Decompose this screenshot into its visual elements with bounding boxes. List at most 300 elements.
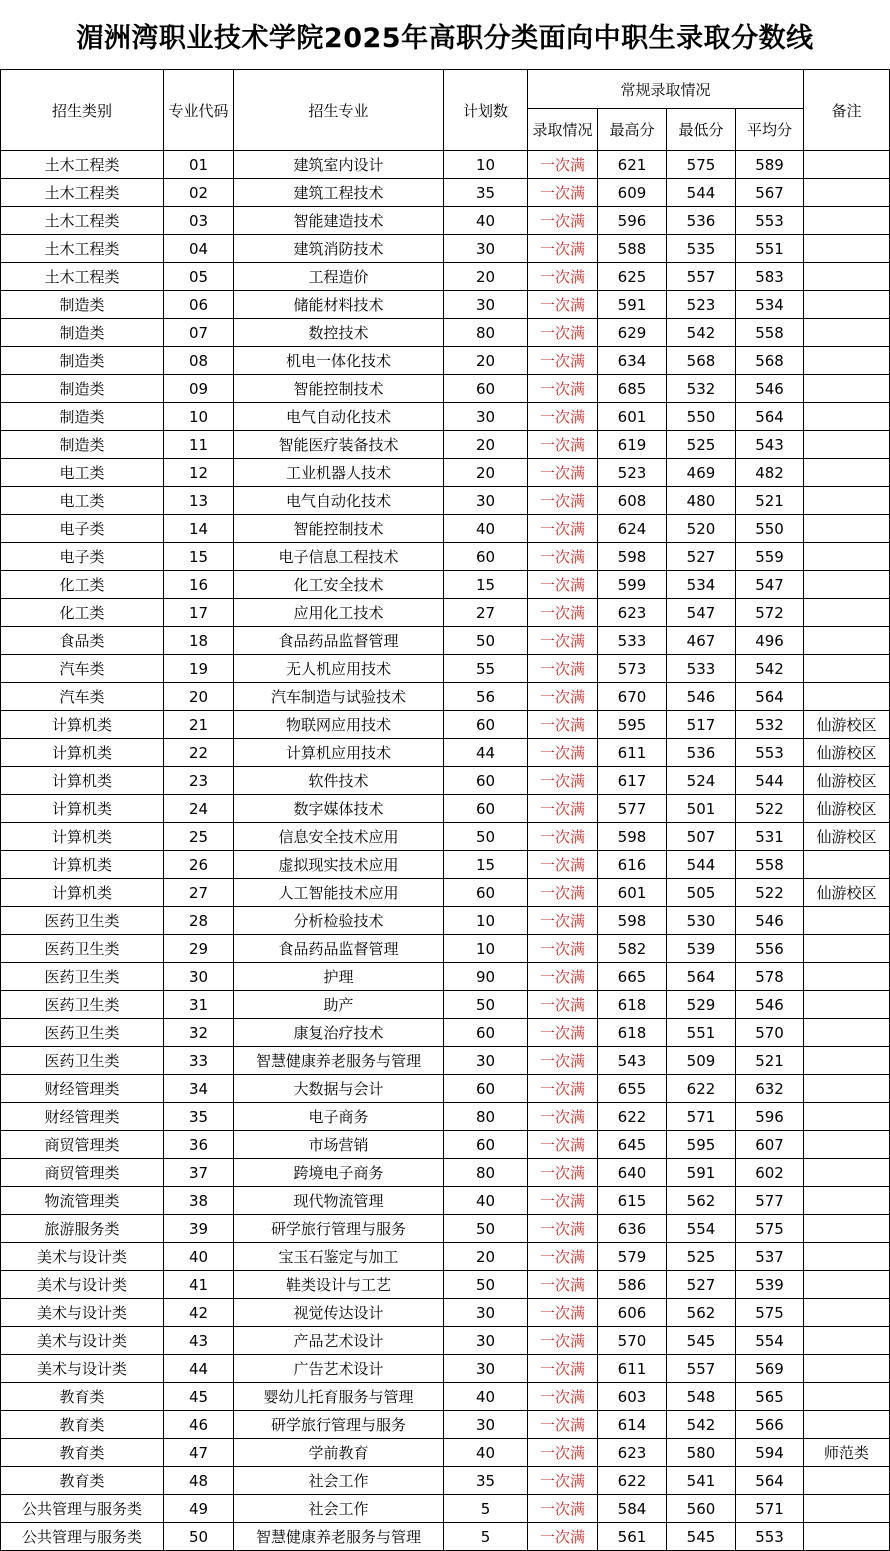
- cell-max-score: 577: [598, 795, 667, 823]
- cell-plan: 30: [444, 487, 528, 515]
- cell-note: [804, 1467, 890, 1495]
- cell-note: [804, 1495, 890, 1523]
- cell-note: 师范类: [804, 1439, 890, 1467]
- cell-code: 23: [164, 767, 234, 795]
- cell-plan: 5: [444, 1523, 528, 1551]
- cell-min-score: 545: [667, 1523, 736, 1551]
- cell-plan: 50: [444, 823, 528, 851]
- header-avg: 平均分: [736, 109, 804, 151]
- cell-code: 20: [164, 683, 234, 711]
- cell-plan: 30: [444, 291, 528, 319]
- table-row: [1, 1327, 890, 1355]
- cell-plan: 40: [444, 1383, 528, 1411]
- table-row: [1, 767, 890, 795]
- table-row: [1, 711, 890, 739]
- cell-major: 储能材料技术: [234, 291, 444, 319]
- cell-note: [804, 1187, 890, 1215]
- table-row: [1, 515, 890, 543]
- cell-category: 公共管理与服务类: [1, 1523, 164, 1551]
- cell-avg-score: 522: [736, 879, 804, 907]
- cell-min-score: 524: [667, 767, 736, 795]
- cell-status: 一次满: [528, 515, 598, 543]
- table-row: [1, 599, 890, 627]
- cell-note: 仙游校区: [804, 767, 890, 795]
- cell-category: 美术与设计类: [1, 1243, 164, 1271]
- cell-note: [804, 683, 890, 711]
- cell-plan: 55: [444, 655, 528, 683]
- header-max: 最高分: [598, 109, 667, 151]
- cell-category: 美术与设计类: [1, 1327, 164, 1355]
- cell-status: 一次满: [528, 571, 598, 599]
- cell-plan: 60: [444, 711, 528, 739]
- cell-code: 39: [164, 1215, 234, 1243]
- cell-plan: 50: [444, 1215, 528, 1243]
- cell-avg-score: 570: [736, 1019, 804, 1047]
- cell-avg-score: 521: [736, 487, 804, 515]
- cell-max-score: 614: [598, 1411, 667, 1439]
- cell-avg-score: 553: [736, 1523, 804, 1551]
- cell-major: 化工安全技术: [234, 571, 444, 599]
- cell-major: 虚拟现实技术应用: [234, 851, 444, 879]
- cell-min-score: 548: [667, 1383, 736, 1411]
- table-row: [1, 963, 890, 991]
- table-row: [1, 207, 890, 235]
- cell-category: 土木工程类: [1, 151, 164, 179]
- table-row: [1, 1187, 890, 1215]
- cell-min-score: 544: [667, 851, 736, 879]
- cell-max-score: 599: [598, 571, 667, 599]
- cell-min-score: 536: [667, 207, 736, 235]
- cell-min-score: 542: [667, 319, 736, 347]
- cell-category: 制造类: [1, 347, 164, 375]
- cell-status: 一次满: [528, 151, 598, 179]
- cell-min-score: 527: [667, 543, 736, 571]
- cell-max-score: 645: [598, 1131, 667, 1159]
- cell-code: 33: [164, 1047, 234, 1075]
- cell-avg-score: 607: [736, 1131, 804, 1159]
- cell-max-score: 543: [598, 1047, 667, 1075]
- cell-category: 旅游服务类: [1, 1215, 164, 1243]
- table-row: [1, 431, 890, 459]
- cell-plan: 30: [444, 235, 528, 263]
- table-row: [1, 935, 890, 963]
- cell-plan: 35: [444, 1467, 528, 1495]
- cell-status: 一次满: [528, 907, 598, 935]
- cell-major: 电气自动化技术: [234, 403, 444, 431]
- cell-note: [804, 347, 890, 375]
- cell-note: [804, 851, 890, 879]
- cell-code: 44: [164, 1355, 234, 1383]
- cell-plan: 30: [444, 403, 528, 431]
- table-row: [1, 487, 890, 515]
- cell-category: 制造类: [1, 291, 164, 319]
- cell-note: 仙游校区: [804, 739, 890, 767]
- cell-code: 19: [164, 655, 234, 683]
- cell-code: 48: [164, 1467, 234, 1495]
- cell-major: 社会工作: [234, 1495, 444, 1523]
- cell-plan: 10: [444, 907, 528, 935]
- header-plan: 计划数: [444, 70, 528, 151]
- cell-code: 47: [164, 1439, 234, 1467]
- cell-avg-score: 551: [736, 235, 804, 263]
- cell-plan: 20: [444, 263, 528, 291]
- cell-plan: 40: [444, 1439, 528, 1467]
- table-row: [1, 1103, 890, 1131]
- cell-category: 计算机类: [1, 851, 164, 879]
- cell-avg-score: 569: [736, 1355, 804, 1383]
- table-row: [1, 1495, 890, 1523]
- cell-major: 视觉传达设计: [234, 1299, 444, 1327]
- cell-code: 50: [164, 1523, 234, 1551]
- cell-min-score: 557: [667, 1355, 736, 1383]
- cell-min-score: 507: [667, 823, 736, 851]
- cell-avg-score: 564: [736, 1467, 804, 1495]
- table-row: [1, 1411, 890, 1439]
- cell-avg-score: 546: [736, 907, 804, 935]
- cell-min-score: 544: [667, 179, 736, 207]
- cell-status: 一次满: [528, 1299, 598, 1327]
- cell-category: 医药卫生类: [1, 963, 164, 991]
- cell-min-score: 595: [667, 1131, 736, 1159]
- cell-major: 大数据与会计: [234, 1075, 444, 1103]
- cell-plan: 60: [444, 1075, 528, 1103]
- cell-status: 一次满: [528, 319, 598, 347]
- cell-category: 医药卫生类: [1, 1019, 164, 1047]
- cell-avg-score: 578: [736, 963, 804, 991]
- cell-code: 22: [164, 739, 234, 767]
- cell-plan: 60: [444, 1019, 528, 1047]
- cell-code: 29: [164, 935, 234, 963]
- cell-note: [804, 151, 890, 179]
- cell-code: 11: [164, 431, 234, 459]
- cell-category: 电工类: [1, 459, 164, 487]
- table-row: [1, 1047, 890, 1075]
- cell-note: [804, 1355, 890, 1383]
- cell-category: 土木工程类: [1, 263, 164, 291]
- cell-status: 一次满: [528, 263, 598, 291]
- cell-note: [804, 1383, 890, 1411]
- cell-code: 40: [164, 1243, 234, 1271]
- cell-min-score: 530: [667, 907, 736, 935]
- cell-plan: 30: [444, 1047, 528, 1075]
- cell-major: 建筑室内设计: [234, 151, 444, 179]
- cell-category: 医药卫生类: [1, 907, 164, 935]
- cell-note: [804, 1215, 890, 1243]
- cell-code: 06: [164, 291, 234, 319]
- table-row: [1, 1215, 890, 1243]
- table-row: [1, 1159, 890, 1187]
- cell-note: [804, 627, 890, 655]
- cell-min-score: 525: [667, 1243, 736, 1271]
- cell-category: 美术与设计类: [1, 1299, 164, 1327]
- cell-major: 数字媒体技术: [234, 795, 444, 823]
- cell-code: 36: [164, 1131, 234, 1159]
- cell-note: [804, 515, 890, 543]
- cell-avg-score: 632: [736, 1075, 804, 1103]
- cell-category: 制造类: [1, 375, 164, 403]
- cell-avg-score: 522: [736, 795, 804, 823]
- cell-plan: 20: [444, 347, 528, 375]
- cell-status: 一次满: [528, 627, 598, 655]
- cell-major: 智能控制技术: [234, 515, 444, 543]
- cell-note: [804, 1075, 890, 1103]
- cell-status: 一次满: [528, 1439, 598, 1467]
- cell-plan: 27: [444, 599, 528, 627]
- cell-code: 49: [164, 1495, 234, 1523]
- cell-min-score: 580: [667, 1439, 736, 1467]
- cell-min-score: 562: [667, 1187, 736, 1215]
- cell-code: 41: [164, 1271, 234, 1299]
- cell-major: 智能建造技术: [234, 207, 444, 235]
- cell-code: 08: [164, 347, 234, 375]
- cell-code: 16: [164, 571, 234, 599]
- header-min: 最低分: [667, 109, 736, 151]
- table-row: [1, 739, 890, 767]
- cell-avg-score: 546: [736, 991, 804, 1019]
- cell-category: 计算机类: [1, 823, 164, 851]
- cell-category: 电工类: [1, 487, 164, 515]
- cell-note: [804, 1243, 890, 1271]
- cell-category: 财经管理类: [1, 1103, 164, 1131]
- cell-note: [804, 1131, 890, 1159]
- table-row: [1, 1439, 890, 1467]
- cell-note: [804, 319, 890, 347]
- cell-note: 仙游校区: [804, 795, 890, 823]
- cell-category: 商贸管理类: [1, 1131, 164, 1159]
- cell-max-score: 611: [598, 1355, 667, 1383]
- cell-status: 一次满: [528, 683, 598, 711]
- cell-min-score: 532: [667, 375, 736, 403]
- cell-status: 一次满: [528, 207, 598, 235]
- cell-min-score: 480: [667, 487, 736, 515]
- cell-max-score: 619: [598, 431, 667, 459]
- cell-status: 一次满: [528, 963, 598, 991]
- cell-max-score: 634: [598, 347, 667, 375]
- cell-max-score: 616: [598, 851, 667, 879]
- table-row: [1, 1383, 890, 1411]
- cell-status: 一次满: [528, 1271, 598, 1299]
- cell-plan: 44: [444, 739, 528, 767]
- cell-note: [804, 1411, 890, 1439]
- cell-code: 15: [164, 543, 234, 571]
- cell-code: 17: [164, 599, 234, 627]
- cell-status: 一次满: [528, 1047, 598, 1075]
- cell-category: 公共管理与服务类: [1, 1495, 164, 1523]
- cell-min-score: 550: [667, 403, 736, 431]
- cell-code: 45: [164, 1383, 234, 1411]
- cell-plan: 35: [444, 179, 528, 207]
- cell-code: 21: [164, 711, 234, 739]
- cell-note: [804, 459, 890, 487]
- cell-major: 智慧健康养老服务与管理: [234, 1047, 444, 1075]
- cell-avg-score: 554: [736, 1327, 804, 1355]
- cell-note: [804, 1159, 890, 1187]
- cell-min-score: 541: [667, 1467, 736, 1495]
- cell-category: 化工类: [1, 571, 164, 599]
- cell-avg-score: 575: [736, 1299, 804, 1327]
- cell-code: 38: [164, 1187, 234, 1215]
- cell-category: 计算机类: [1, 711, 164, 739]
- cell-category: 制造类: [1, 431, 164, 459]
- cell-note: [804, 487, 890, 515]
- cell-avg-score: 558: [736, 851, 804, 879]
- cell-avg-score: 566: [736, 1411, 804, 1439]
- cell-max-score: 584: [598, 1495, 667, 1523]
- cell-note: [804, 1271, 890, 1299]
- cell-plan: 10: [444, 935, 528, 963]
- cell-major: 机电一体化技术: [234, 347, 444, 375]
- cell-code: 13: [164, 487, 234, 515]
- cell-min-score: 533: [667, 655, 736, 683]
- cell-code: 03: [164, 207, 234, 235]
- cell-max-score: 629: [598, 319, 667, 347]
- cell-category: 制造类: [1, 319, 164, 347]
- cell-code: 04: [164, 235, 234, 263]
- cell-major: 产品艺术设计: [234, 1327, 444, 1355]
- cell-status: 一次满: [528, 599, 598, 627]
- cell-plan: 15: [444, 571, 528, 599]
- cell-min-score: 542: [667, 1411, 736, 1439]
- table-row: [1, 319, 890, 347]
- cell-major: 分析检验技术: [234, 907, 444, 935]
- cell-avg-score: 537: [736, 1243, 804, 1271]
- cell-min-score: 467: [667, 627, 736, 655]
- cell-status: 一次满: [528, 1467, 598, 1495]
- cell-category: 财经管理类: [1, 1075, 164, 1103]
- cell-plan: 20: [444, 431, 528, 459]
- cell-code: 09: [164, 375, 234, 403]
- cell-major: 应用化工技术: [234, 599, 444, 627]
- cell-status: 一次满: [528, 879, 598, 907]
- cell-note: [804, 235, 890, 263]
- table-row: [1, 1523, 890, 1551]
- cell-plan: 60: [444, 767, 528, 795]
- cell-note: [804, 1299, 890, 1327]
- cell-avg-score: 567: [736, 179, 804, 207]
- cell-avg-score: 594: [736, 1439, 804, 1467]
- cell-code: 14: [164, 515, 234, 543]
- cell-status: 一次满: [528, 487, 598, 515]
- cell-max-score: 603: [598, 1383, 667, 1411]
- cell-avg-score: 589: [736, 151, 804, 179]
- cell-major: 无人机应用技术: [234, 655, 444, 683]
- cell-major: 智能控制技术: [234, 375, 444, 403]
- cell-note: [804, 291, 890, 319]
- cell-avg-score: 546: [736, 375, 804, 403]
- table-row: [1, 683, 890, 711]
- cell-category: 化工类: [1, 599, 164, 627]
- cell-major: 食品药品监督管理: [234, 627, 444, 655]
- cell-max-score: 611: [598, 739, 667, 767]
- table-body: [1, 151, 890, 1551]
- cell-category: 医药卫生类: [1, 991, 164, 1019]
- cell-status: 一次满: [528, 459, 598, 487]
- cell-status: 一次满: [528, 1019, 598, 1047]
- table-row: [1, 543, 890, 571]
- cell-plan: 10: [444, 151, 528, 179]
- cell-major: 鞋类设计与工艺: [234, 1271, 444, 1299]
- table-row: [1, 459, 890, 487]
- cell-plan: 50: [444, 991, 528, 1019]
- cell-avg-score: 496: [736, 627, 804, 655]
- cell-major: 工业机器人技术: [234, 459, 444, 487]
- cell-note: [804, 571, 890, 599]
- cell-code: 25: [164, 823, 234, 851]
- cell-max-score: 655: [598, 1075, 667, 1103]
- cell-min-score: 568: [667, 347, 736, 375]
- cell-plan: 80: [444, 1159, 528, 1187]
- cell-min-score: 545: [667, 1327, 736, 1355]
- cell-plan: 60: [444, 375, 528, 403]
- cell-plan: 30: [444, 1327, 528, 1355]
- cell-max-score: 685: [598, 375, 667, 403]
- cell-plan: 50: [444, 627, 528, 655]
- cell-code: 05: [164, 263, 234, 291]
- table-row: [1, 1271, 890, 1299]
- cell-major: 工程造价: [234, 263, 444, 291]
- cell-note: 仙游校区: [804, 879, 890, 907]
- cell-status: 一次满: [528, 1243, 598, 1271]
- cell-max-score: 618: [598, 991, 667, 1019]
- cell-note: [804, 1523, 890, 1551]
- cell-code: 28: [164, 907, 234, 935]
- cell-plan: 60: [444, 1131, 528, 1159]
- cell-max-score: 570: [598, 1327, 667, 1355]
- cell-note: [804, 655, 890, 683]
- cell-max-score: 595: [598, 711, 667, 739]
- cell-major: 数控技术: [234, 319, 444, 347]
- table-row: [1, 823, 890, 851]
- cell-category: 医药卫生类: [1, 935, 164, 963]
- cell-note: [804, 431, 890, 459]
- cell-status: 一次满: [528, 1075, 598, 1103]
- cell-avg-score: 577: [736, 1187, 804, 1215]
- table-row: [1, 403, 890, 431]
- cell-major: 婴幼儿托育服务与管理: [234, 1383, 444, 1411]
- cell-plan: 20: [444, 1243, 528, 1271]
- cell-status: 一次满: [528, 235, 598, 263]
- cell-note: [804, 179, 890, 207]
- cell-status: 一次满: [528, 795, 598, 823]
- cell-plan: 60: [444, 879, 528, 907]
- cell-major: 现代物流管理: [234, 1187, 444, 1215]
- cell-category: 美术与设计类: [1, 1355, 164, 1383]
- cell-min-score: 591: [667, 1159, 736, 1187]
- table-row: [1, 263, 890, 291]
- cell-max-score: 665: [598, 963, 667, 991]
- cell-max-score: 598: [598, 823, 667, 851]
- cell-avg-score: 550: [736, 515, 804, 543]
- cell-major: 物联网应用技术: [234, 711, 444, 739]
- cell-status: 一次满: [528, 655, 598, 683]
- cell-min-score: 564: [667, 963, 736, 991]
- cell-category: 制造类: [1, 403, 164, 431]
- cell-note: [804, 935, 890, 963]
- cell-max-score: 640: [598, 1159, 667, 1187]
- cell-avg-score: 544: [736, 767, 804, 795]
- cell-min-score: 534: [667, 571, 736, 599]
- cell-max-score: 608: [598, 487, 667, 515]
- cell-status: 一次满: [528, 1327, 598, 1355]
- cell-avg-score: 531: [736, 823, 804, 851]
- cell-category: 医药卫生类: [1, 1047, 164, 1075]
- cell-major: 电子商务: [234, 1103, 444, 1131]
- cell-category: 电子类: [1, 543, 164, 571]
- cell-status: 一次满: [528, 179, 598, 207]
- cell-avg-score: 553: [736, 739, 804, 767]
- header-code: 专业代码: [164, 70, 234, 151]
- cell-max-score: 615: [598, 1187, 667, 1215]
